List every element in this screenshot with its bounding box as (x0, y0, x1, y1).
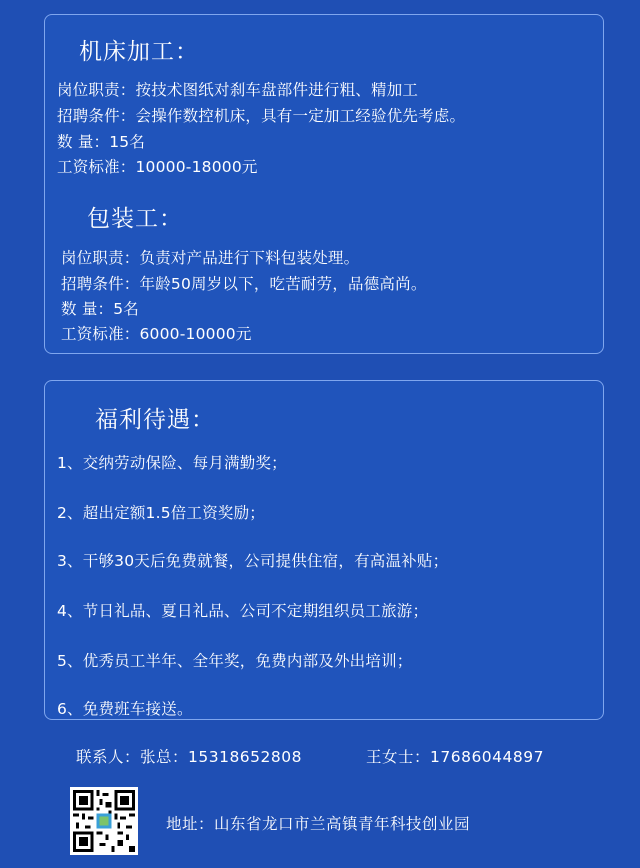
job-salary-packing: 工资标准：6000-10000元 (61, 325, 252, 343)
job-title-packing: 包装工： (87, 206, 183, 232)
benefit-item-5: 5、优秀员工半年、全年奖，免费内部及外出培训； (57, 652, 413, 670)
contact-person-wang: 王女士：17686044897 (366, 748, 544, 766)
benefit-item-6: 6、免费班车接送。 (57, 700, 193, 718)
job-duty-packing: 岗位职责：负责对产品进行下料包装处理。 (61, 249, 360, 267)
job-duty-machining: 岗位职责：按技术图纸对刹车盘部件进行粗、精加工 (57, 81, 419, 99)
contact-person-zhang: 联系人：张总：15318652808 (76, 748, 302, 766)
job-requirement-packing: 招聘条件：年龄50周岁以下，吃苦耐劳，品德高尚。 (61, 275, 427, 293)
job-requirement-machining: 招聘条件：会操作数控机床，具有一定加工经验优先考虑。 (57, 107, 466, 125)
benefit-item-3: 3、干够30天后免费就餐，公司提供住宿，有高温补贴； (57, 552, 449, 570)
benefit-item-1: 1、交纳劳动保险、每月满勤奖； (57, 454, 287, 472)
jobs-panel (44, 14, 604, 354)
job-quantity-machining: 数 量：15名 (57, 133, 146, 151)
benefits-title: 福利待遇： (95, 407, 215, 433)
benefits-panel (44, 380, 604, 720)
company-address: 地址：山东省龙口市兰高镇青年科技创业园 (166, 815, 471, 833)
qr-code-icon (70, 787, 138, 855)
benefit-item-2: 2、超出定额1.5倍工资奖励； (57, 504, 266, 522)
job-quantity-packing: 数 量：5名 (61, 300, 139, 318)
job-salary-machining: 工资标准：10000-18000元 (57, 158, 258, 176)
benefit-item-4: 4、节日礼品、夏日礼品、公司不定期组织员工旅游； (57, 602, 429, 620)
job-title-machining: 机床加工： (79, 39, 199, 65)
